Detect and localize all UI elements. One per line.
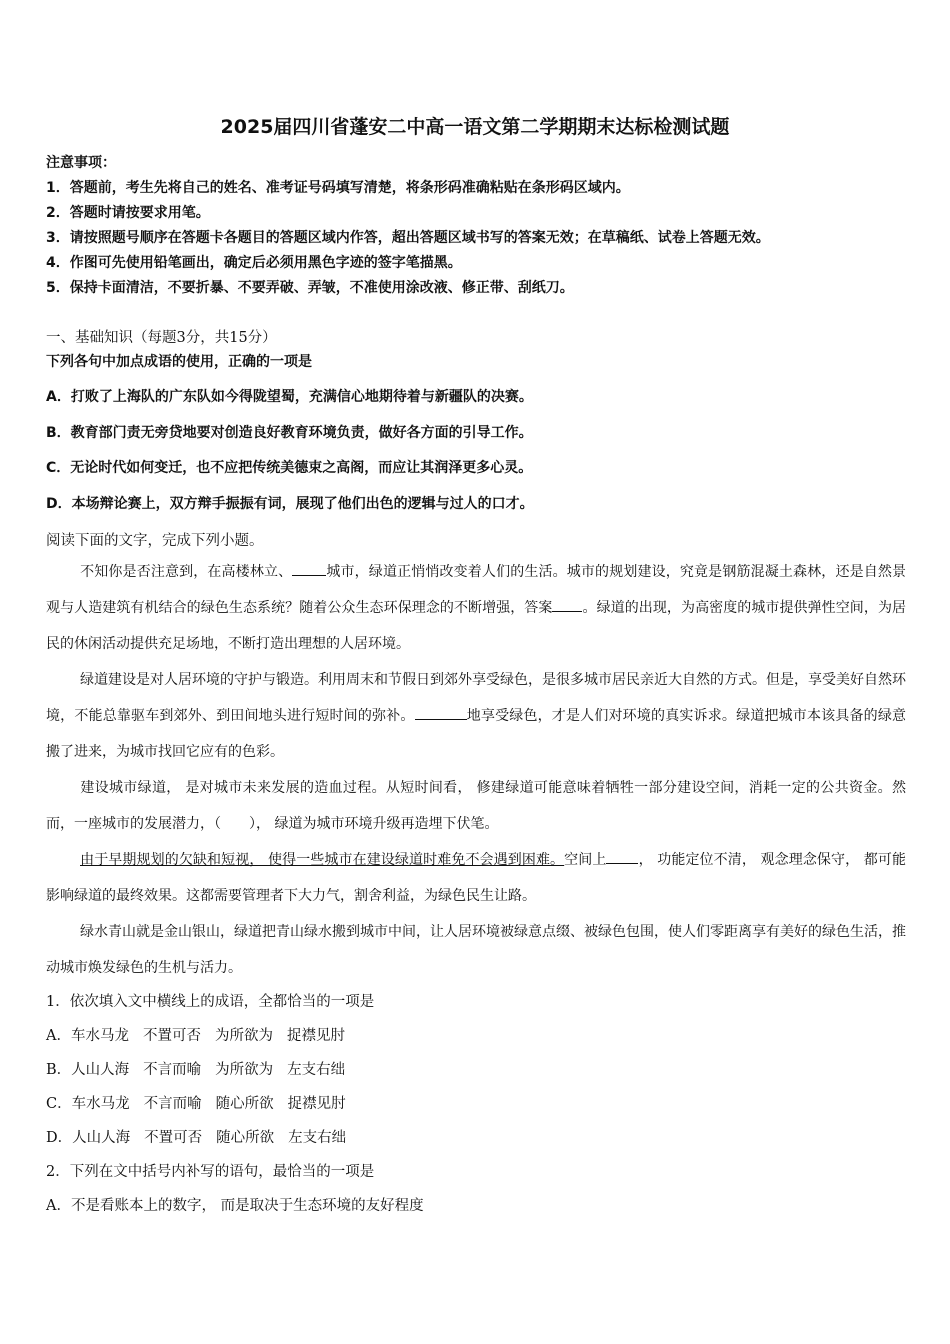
exam-title: 2025届四川省蓬安二中高一语文第二学期期末达标检测试题: [220, 116, 730, 138]
question-stem: 2．下列在文中括号内补写的语句，最恰当的一项是: [46, 1164, 375, 1180]
reading-paragraph: [46, 770, 906, 842]
reading-intro: 阅读下面的文字，完成下列小题。: [46, 533, 264, 549]
answer-option: C．无论时代如何变迁，也不应把传统美德束之高阁，而应让其润泽更多心灵。: [46, 460, 533, 476]
option-word: 不置可否: [144, 1130, 203, 1146]
answer-option: [46, 1092, 360, 1113]
option-word: 人山人海: [71, 1062, 130, 1078]
option-label: D．: [46, 1130, 73, 1146]
option-word: 车水马龙: [70, 1028, 129, 1044]
fill-blank: [552, 599, 582, 612]
option-word: 随心所欲: [216, 1130, 275, 1146]
option-word: 不言而喻: [143, 1096, 202, 1112]
option-label: C．: [46, 1096, 72, 1112]
notice-heading: 注意事项：: [46, 155, 116, 171]
notice-item: 1．答题前，考生先将自己的姓名、准考证号码填写清楚，将条形码准确粘贴在条形码区域内。: [46, 180, 630, 196]
underlined-sentence: 由于早期规划的欠缺和短视， 使得一些城市在建设绿道时难免不会遇到困难。: [80, 852, 565, 868]
option-label: B．: [46, 1062, 72, 1078]
paragraph-text: 。绿道的出现，为高密度的城市提供弹性空间，为居民的休闲活动提供充足场地，不断打造出理想的人居环境。: [46, 600, 907, 652]
answer-option: A．打败了上海队的广东队如今得陇望蜀，充满信心地期待着与新疆队的决赛。: [46, 389, 533, 405]
paragraph-text: 城市，绿道正悄悄改变着人们的生活。城市的规划建设，究竟是钢筋混凝土森林，还是自然景观与人造建筑有机结合的绿色生态系统？随着公众生态环保理念的不断增强，答案: [46, 564, 907, 616]
option-word: 不置可否: [142, 1028, 201, 1044]
answer-option: [46, 1126, 360, 1147]
option-word: 不言而喻: [143, 1062, 202, 1078]
paragraph-text: ， 功能定位不清， 观念理念保守， 都可能影响绿道的最终效果。这都需要管理者下大力气，割舍利益，为绿色民生让路。: [46, 852, 906, 904]
reading-paragraph: [46, 662, 906, 770]
paragraph-text: 建设城市绿道， 是对城市未来发展的造血过程。从短时间看， 修建绿道可能意味着牺牲一部分建设空间，消耗一定的公共资金。然而，一座城市的发展潜力，（ ）， 绿道为城市环境升级再造埋下伏笔。: [46, 780, 906, 832]
notice-item: 3．请按照题号顺序在答题卡各题目的答题区域内作答，超出答题区域书写的答案无效；在草稿纸、试卷上答题无效。: [46, 230, 770, 246]
option-label: A．: [46, 1028, 71, 1044]
option-word: 为所欲为: [214, 1028, 273, 1044]
notice-item: 4．作图可先使用铅笔画出，确定后必须用黑色字迹的签字笔描黑。: [46, 255, 462, 271]
paragraph-text: 绿道建设是对人居环境的守护与锻造。利用周末和节假日到郊外享受绿色，是很多城市居民亲近大自然的方式。但是，享受美好自然环境，不能总靠驱车到郊外、到田间地头进行短时间的弥补。: [46, 672, 906, 724]
option-word: 随心所欲: [215, 1096, 274, 1112]
paragraph-text: 空间上: [564, 852, 607, 868]
option-word: 车水马龙: [71, 1096, 130, 1112]
option-word: 左支右绌: [287, 1062, 346, 1078]
reading-paragraph: [46, 554, 906, 662]
answer-option: D．本场辩论赛上，双方辩手振振有词，展现了他们出色的逻辑与过人的口才。: [46, 496, 534, 512]
question-stem: 1．依次填入文中横线上的成语，全都恰当的一项是: [46, 994, 375, 1010]
fill-blank: [606, 851, 638, 864]
paragraph-text: 绿水青山就是金山银山，绿道把青山绿水搬到城市中间，让人居环境被绿意点缀、被绿色包围，使人们零距离享有美好的绿色生活，推动城市焕发绿色的生机与活力。: [46, 924, 906, 976]
paragraph-text: 不知你是否注意到，在高楼林立、: [80, 564, 293, 580]
question-stem: 下列各句中加点成语的使用，正确的一项是: [46, 354, 312, 370]
answer-option: A．不是看账本上的数字， 而是取决于生态环境的友好程度: [46, 1198, 424, 1214]
option-word: 捉襟见肘: [287, 1096, 346, 1112]
fill-blank: [415, 707, 467, 720]
paragraph-text: 地享受绿色，才是人们对环境的真实诉求。绿道把城市本该具备的绿意搬了进来，为城市找回它应有的色彩。: [46, 708, 906, 760]
option-word: 人山人海: [72, 1130, 131, 1146]
notice-item: 5．保持卡面清洁，不要折暴、不要弄破、弄皱，不准使用涂改液、修正带、刮纸刀。: [46, 280, 574, 296]
option-word: 左支右绌: [288, 1130, 347, 1146]
option-word: 为所欲为: [215, 1062, 274, 1078]
answer-option: [46, 1058, 359, 1079]
reading-paragraph: [46, 914, 906, 986]
answer-option: [46, 1024, 359, 1045]
section-heading: 一、基础知识（每题3分，共15分）: [46, 330, 277, 346]
fill-blank: [292, 563, 326, 576]
option-word: 捉襟见肘: [286, 1028, 345, 1044]
reading-paragraph: [46, 842, 906, 914]
answer-option: B．教育部门责无旁贷地要对创造良好教育环境负责，做好各方面的引导工作。: [46, 425, 533, 441]
notice-item: 2．答题时请按要求用笔。: [46, 205, 210, 221]
